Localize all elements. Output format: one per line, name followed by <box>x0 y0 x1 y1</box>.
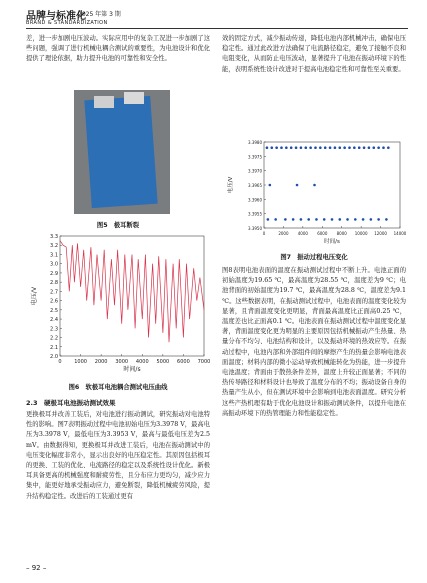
x-tick-label: 0 <box>58 359 62 365</box>
x-tick-label: 3000 <box>115 359 129 365</box>
y-tick-label: 2.7 <box>50 289 58 296</box>
y-tick-label: 2.6 <box>50 298 58 305</box>
data-point <box>368 146 371 149</box>
figure6-chart <box>26 232 210 380</box>
y-tick-label: 3.2 <box>50 243 58 250</box>
data-point <box>362 218 365 221</box>
data-point <box>300 146 303 149</box>
figure6-caption: 图6 软极耳电池耦合测试电压曲线 <box>68 384 168 391</box>
y-tick-label: 2.2 <box>50 335 58 342</box>
y-tick-label: 2.3 <box>50 326 58 333</box>
battery-tab <box>94 96 114 108</box>
x-tick-label: 2000 <box>94 359 108 365</box>
data-point <box>290 146 293 149</box>
data-point <box>296 184 299 187</box>
x-tick-label: 4000 <box>297 231 308 236</box>
x-tick-label: 1000 <box>74 359 87 365</box>
x-tick-label: 14000 <box>393 231 406 236</box>
data-point <box>269 184 272 187</box>
left-top-column <box>26 34 210 65</box>
y-tick-label: 3.3955 <box>248 211 262 217</box>
data-point <box>314 146 317 149</box>
data-point <box>354 218 357 221</box>
data-point <box>285 146 288 149</box>
data-point <box>331 218 334 221</box>
data-point <box>370 218 373 221</box>
y-tick-label: 2.1 <box>50 344 58 351</box>
x-tick-label: 0 <box>262 231 266 236</box>
data-point <box>385 218 388 221</box>
left-bottom-column <box>26 410 210 502</box>
figure5-caption: 图5 极耳断裂 <box>96 222 140 229</box>
data-point <box>280 146 283 149</box>
y-tick-label: 3.0 <box>50 261 58 268</box>
data-point <box>372 146 375 149</box>
data-point <box>346 218 349 221</box>
data-point <box>315 218 318 221</box>
journal-title: 品牌与标准化 <box>26 11 86 22</box>
paragraph: 效的固定方式，减少振动传递，降低电池内部机械冲击，确保电压稳定性。通过此改进方法确保了电流路径稳定，避免了接触不良和电阻变化，从而防止电压波动，显著提升了电池在振动环境下的性能，表明系统性设计改进对于提高电池稳定性和可靠性至关重要。 <box>222 35 406 73</box>
data-point <box>284 218 287 221</box>
page-header <box>26 6 406 30</box>
y-tick-label: 3.3975 <box>248 154 262 160</box>
header-rule <box>26 28 408 29</box>
data-point <box>329 146 332 149</box>
paragraph: 差，进一步加剧电压波动。实际应用中的复杂工况进一步加剧了这些问题，强调了进行机械电耦合测试的重要性，为电池设计和优化提供了理论依据，助力提升电池的可靠性和安全性。 <box>26 35 210 63</box>
y-tick-label: 2.4 <box>50 317 58 324</box>
y-tick-label: 2.5 <box>50 307 58 314</box>
figure5-photo <box>74 90 170 214</box>
data-point <box>267 218 270 221</box>
data-point <box>382 146 385 149</box>
x-tick-label: 6000 <box>177 359 190 365</box>
x-tick-label: 8000 <box>336 231 347 236</box>
series-line <box>60 241 204 343</box>
y-tick-label: 3.1 <box>50 252 58 259</box>
y-tick-label: 3.3960 <box>248 197 262 203</box>
data-point <box>300 218 303 221</box>
page-number: – 92 – <box>26 564 47 572</box>
data-point <box>313 184 316 187</box>
data-point <box>348 146 351 149</box>
data-point <box>295 146 298 149</box>
y-tick-label: 3.3980 <box>248 140 262 145</box>
y-tick-label: 3.3950 <box>248 226 262 231</box>
issue-label: 2025 年第 3 期 <box>78 11 121 18</box>
right-bottom-column <box>222 266 406 419</box>
y-tick-label: 2.0 <box>50 354 58 360</box>
data-point <box>304 146 307 149</box>
paragraph: 更换极耳并改善工装后，对电池进行振动测试，研究振动对电池特性的影响。图7表明振动过程中电池初始电压为3.3978 V，最高电压为3.3978 V，最低电压为3.3953 V，最高与最低电压差为2.5 mV。由数据得知，更换极耳并改进工装后，电池在振动测试中的电压变化幅度非常小，显示出良好的电压稳定性。其原因包括极耳的更换、工装的优化、电流路径的稳定以及系统性设计优化。新极耳具备更高的机械强度和耐疲劳性，且分布应力更均匀，减少应力集中，能更好地承受振动应力，避免断裂，降低机械疲劳风险，提升结构稳定性。改进后的工装通过更有 <box>26 411 210 500</box>
data-point <box>387 146 390 149</box>
data-point <box>292 218 295 221</box>
data-point <box>334 146 337 149</box>
x-tick-label: 4000 <box>135 359 149 365</box>
data-point <box>353 146 356 149</box>
x-tick-label: 5000 <box>156 359 170 365</box>
battery-tab <box>124 92 144 104</box>
y-axis-label: 电压/V <box>31 286 38 306</box>
data-point <box>338 218 341 221</box>
data-point <box>343 146 346 149</box>
figure7-caption: 图7 振动过程电压变化 <box>280 254 348 261</box>
battery-body <box>84 96 157 208</box>
plot-frame <box>264 142 400 228</box>
data-point <box>377 218 380 221</box>
x-tick-label: 10000 <box>354 231 368 236</box>
data-point <box>275 146 278 149</box>
data-point <box>266 146 269 149</box>
y-tick-label: 3.3965 <box>248 183 262 188</box>
y-tick-label: 2.9 <box>50 270 58 277</box>
section-title: 2.3 硬极耳电池振动测试效果 <box>26 399 116 407</box>
x-tick-label: 7000 <box>197 359 210 365</box>
data-point <box>274 218 277 221</box>
x-tick-label: 2000 <box>278 231 289 236</box>
y-tick-label: 3.3970 <box>248 168 262 174</box>
data-point <box>358 146 361 149</box>
data-point <box>338 146 341 149</box>
figure7-chart <box>222 138 406 250</box>
x-tick-label: 6000 <box>317 231 328 236</box>
data-point <box>324 146 327 149</box>
y-tick-label: 2.8 <box>50 280 58 287</box>
x-tick-label: 12000 <box>374 231 387 236</box>
data-point <box>363 146 366 149</box>
data-point <box>377 146 380 149</box>
data-point <box>307 218 310 221</box>
plot-frame <box>60 236 204 356</box>
right-top-column <box>222 34 406 75</box>
y-tick-label: 3.3 <box>50 234 58 240</box>
data-point <box>319 146 322 149</box>
journal-english-title: BRAND & STANDARDIZATION <box>26 20 108 26</box>
data-point <box>323 218 326 221</box>
x-axis-label: 时间/s <box>123 366 141 373</box>
y-axis-label: 电压/V <box>228 176 234 194</box>
data-point <box>309 146 312 149</box>
x-axis-label: 时间/s <box>324 239 340 245</box>
paragraph: 图8表明电池表面的温度在振动测试过程中不断上升。电池正面的初始温度为19.65 ℃，最高温度为28.55 ℃，温度差为9 ℃；电池背面的初始温度为19.7 ℃，最高温度为28.8 ℃，温度差为9.1 ℃。这些数据表明，在振动测试过程中，电池表面的温度变化较为显著，且背面温度变化更明显，背面最高温度比正面高0.25 ℃，温度差也比正面高0.1 ℃。电池表面在振动测试过程中温度变化显著，背面温度变化更为明显的主要原因包括机械振动产生热量、热量分布不均匀、电池结构和设计，以及振动环境的热效应等。在振动过程中，电池内部和外部组件间的摩擦产生的热量会影响电池表面温度；材料内部的微小运动导致机械能转化为热能，进一步提升电池温度；背面由于散热条件差异，温度上升较正面显著；不同的热传导路径和材料设计也导致了温度分布的不均；振动设备自身的热量产生从小，但在测试环境中会影响到电池表面温度。研究分析这些产热机理有助于优化电池设计和振动测试条件，以提升电池在高振动环境下的热管理能力和性能稳定性。 <box>222 267 406 417</box>
data-point <box>270 146 273 149</box>
